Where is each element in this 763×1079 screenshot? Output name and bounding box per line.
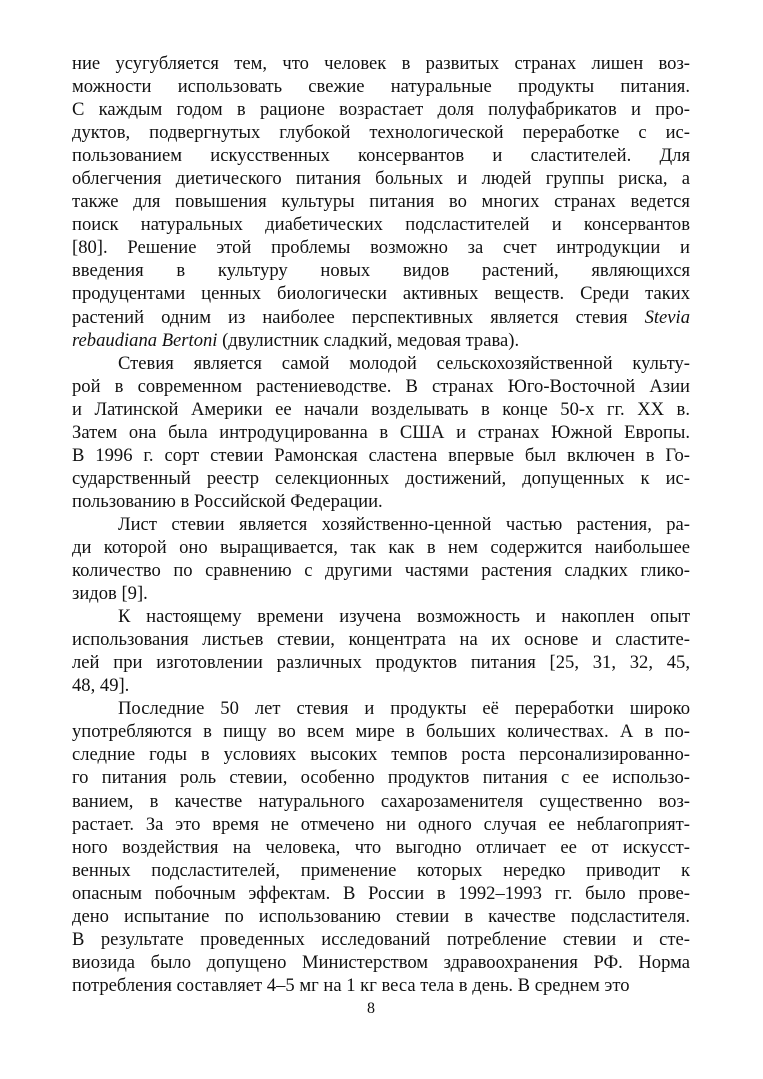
text-line: дуктов, подвергнутых глубокой технологической переработке с ис- xyxy=(72,122,690,144)
text-line: Стевия является самой молодой сельскохозяйственной культу- xyxy=(118,352,690,374)
text-line: можности использовать свежие натуральные продукты питания. xyxy=(72,76,690,98)
page-number: 8 xyxy=(367,1000,375,1017)
text-line: следние годы в условиях высоких темпов роста персонализированно- xyxy=(72,744,690,766)
text-line: В 1996 г. сорт стевии Рамонская сластена впервые был включен в Го- xyxy=(72,444,690,466)
text-line: пользованием искусственных консервантов и сластителей. Для xyxy=(72,145,690,167)
text-line: Затем она была интродуцированна в США и странах Южной Европы. xyxy=(72,421,690,443)
text-line: и Латинской Америки ее начали возделывать в конце 50-х гг. XX в. xyxy=(72,398,690,420)
paragraph xyxy=(72,513,690,605)
paragraph xyxy=(72,352,690,513)
text-line: введения в культуру новых видов растений, являющихся xyxy=(72,260,690,282)
text-line: пользованию в Российской Федерации. xyxy=(72,490,383,512)
text-line: также для повышения культуры питания во многих странах ведется xyxy=(72,191,690,213)
text-line: дено испытание по использованию стевии в качестве подсластителя. xyxy=(72,905,690,927)
text-line: лей при изготовлении различных продуктов питания [25, 31, 32, 45, xyxy=(72,652,690,674)
text-line: го питания роль стевии, особенно продуктов питания с ее использо- xyxy=(72,767,690,789)
text-line: 48, 49]. xyxy=(72,675,130,697)
text-line: сударственный реестр селекционных достижений, допущенных к ис- xyxy=(72,467,690,489)
document-page xyxy=(72,52,690,997)
text-line: ди которой оно выращивается, так как в нем содержится наибольшее xyxy=(72,536,690,558)
text-line: виозида было допущено Министерством здравоохранения РФ. Норма xyxy=(72,951,690,973)
text-line: облегчения диетического питания больных и людей группы риска, а xyxy=(72,168,690,190)
text-line: [80]. Решение этой проблемы возможно за счет интродукции и xyxy=(72,237,690,259)
paragraph xyxy=(72,52,690,352)
text-line: Лист стевии является хозяйственно-ценной частью растения, ра- xyxy=(118,513,690,535)
text-line: продуцентами ценных биологически активных веществ. Среди таких xyxy=(72,283,690,305)
paragraph xyxy=(72,697,690,997)
text-line: использования листьев стевии, концентрата на их основе и сластите- xyxy=(72,629,690,651)
species-name: rebaudiana Bertoni xyxy=(72,329,218,351)
text-line: потребления составляет 4–5 мг на 1 кг веса тела в день. В среднем это xyxy=(72,974,630,996)
text-line: венных подсластителей, применение которых нередко приводит к xyxy=(72,859,690,881)
text-line: ного воздействия на человека, что выгодно отличает ее от искусст- xyxy=(72,836,690,858)
text-line: растает. За это время не отмечено ни одного случая ее неблагоприят- xyxy=(72,813,690,835)
text-line: опасным побочным эффектам. В России в 1992–1993 гг. было прове- xyxy=(72,882,690,904)
text-line: количество по сравнению с другими частями растения сладких глико- xyxy=(72,560,690,582)
text-line: В результате проведенных исследований потребление стевии и сте- xyxy=(72,928,690,950)
text-line: rebaudiana Bertoni (двулистник сладкий, медовая трава). xyxy=(72,329,520,351)
text-line: ние усугубляется тем, что человек в развитых странах лишен воз- xyxy=(72,53,690,74)
species-name: Stevia xyxy=(644,306,690,328)
text-line: К настоящему времени изучена возможность и накоплен опыт xyxy=(118,606,690,628)
text-line: ванием, в качестве натурального сахарозаменителя существенно воз- xyxy=(72,790,690,812)
text-line: Последние 50 лет стевия и продукты её переработки широко xyxy=(118,698,690,720)
text-line: зидов [9]. xyxy=(72,583,148,605)
text-line: поиск натуральных диабетических подсластителей и консервантов xyxy=(72,214,690,236)
text-line: употребляются в пищу во всем мире в больших количествах. А в по- xyxy=(72,721,690,743)
text-line: растений одним из наиболее перспективных является стевия Stevia xyxy=(72,306,690,328)
text-line: С каждым годом в рационе возрастает доля полуфабрикатов и про- xyxy=(72,99,690,121)
paragraph xyxy=(72,605,690,697)
text-line: рой в современном растениеводстве. В странах Юго-Восточной Азии xyxy=(72,375,690,397)
